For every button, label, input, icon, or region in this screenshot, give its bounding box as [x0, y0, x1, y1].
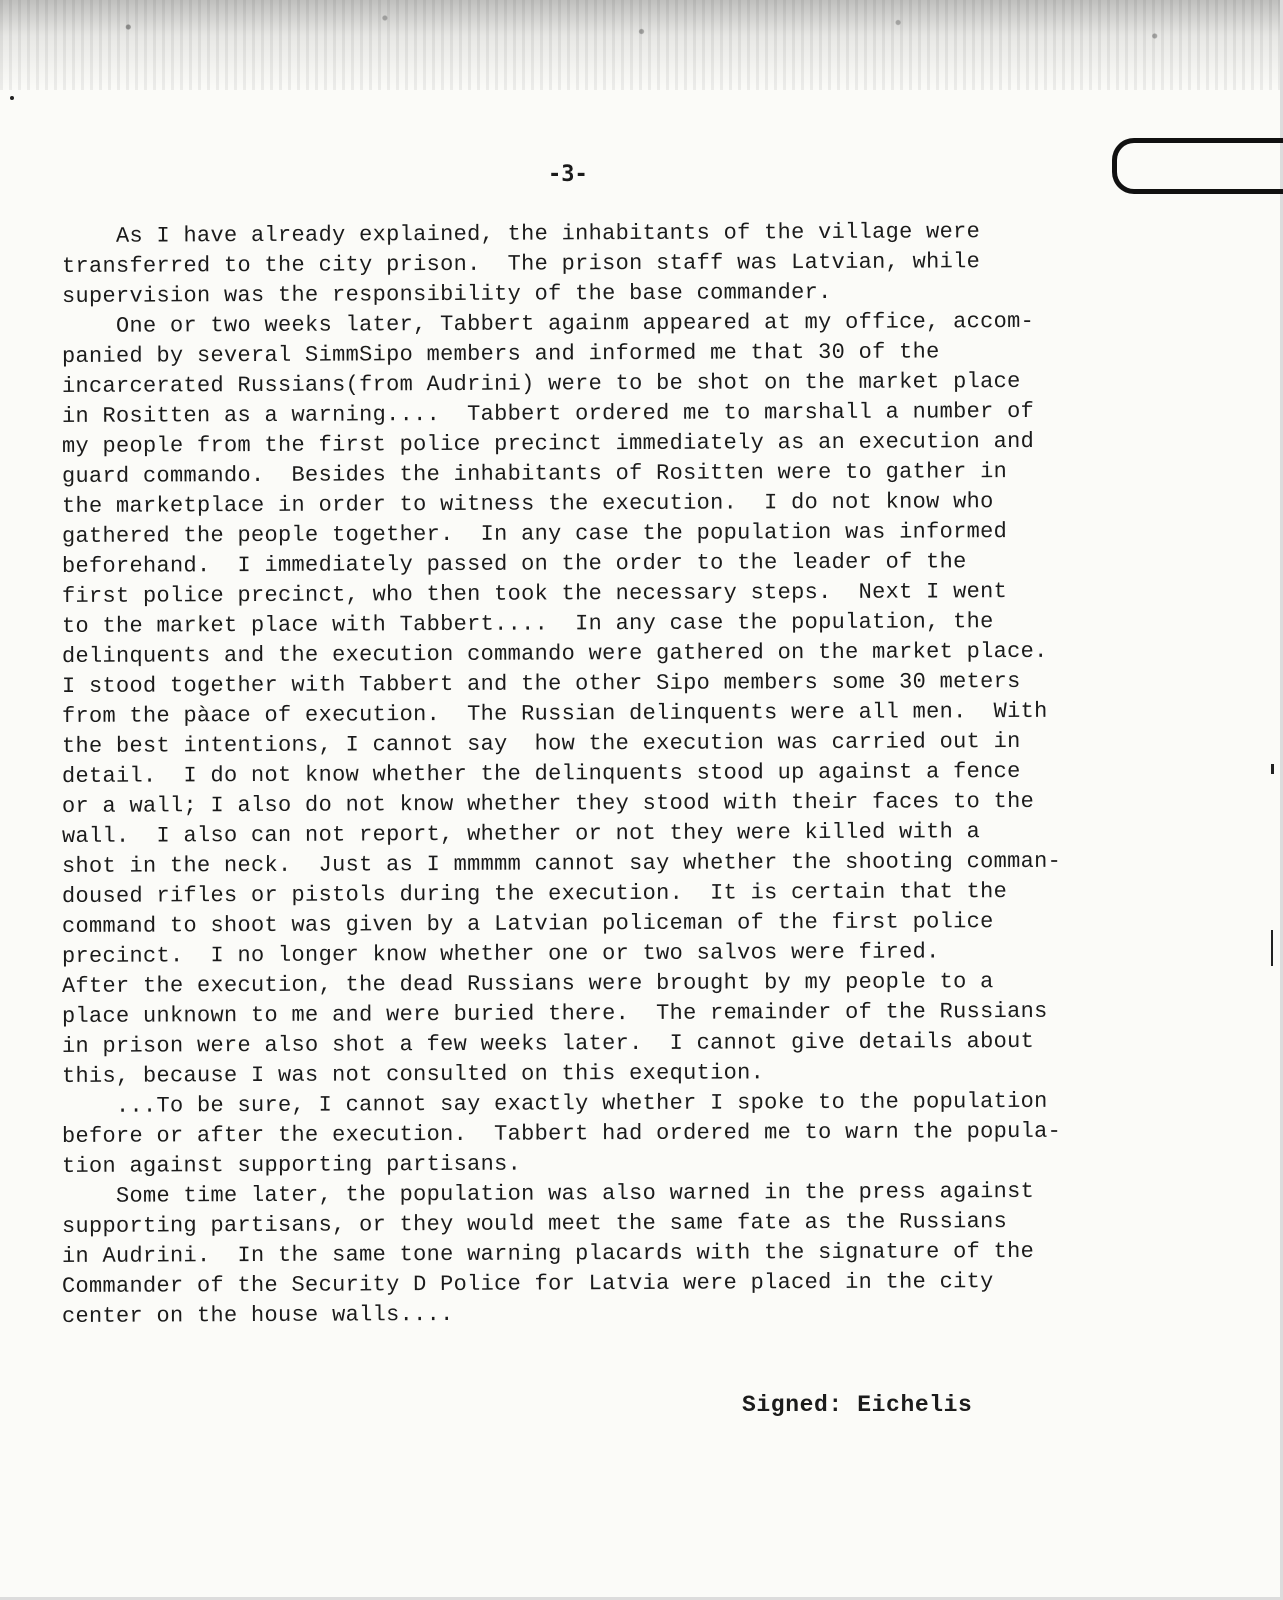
text-line: place unknown to me and were buried there. The remainder of the Russians — [61, 998, 1048, 1029]
text-line: doused rifles or pistols during the execution. It is certain that the — [61, 879, 1008, 909]
signature-name: Eichelis — [857, 1392, 973, 1418]
stray-mark — [1271, 764, 1274, 774]
text-line: transferred to the city prison. The prison staff was Latvian, while — [61, 249, 981, 279]
text-line: incarcerated Russians(from Audrini) were to be shot on the market place — [61, 368, 1021, 399]
document-body — [61, 219, 1222, 1332]
text-line: detail. I do not know whether the delinquents stood up against a fence — [61, 758, 1021, 789]
text-line: before or after the execution. Tabbert had ordered me to warn the popula- — [61, 1118, 1062, 1149]
text-line: supervision was the responsibility of the base commander. — [61, 279, 832, 309]
text-line: shot in the neck. Just as I mmmmm cannot say whether the shooting comman- — [61, 848, 1062, 879]
text-line: in Audrini. In the same tone warning placards with the signature of the — [61, 1238, 1035, 1269]
text-line: in Rositten as a warning.... Tabbert ordered me to marshall a number of — [61, 398, 1035, 429]
text-line: Commander of the Security D Police for Latvia were placed in the city — [61, 1269, 994, 1299]
text-line: guard commando. Besides the inhabitants of Rositten were to gather in — [61, 459, 1008, 489]
text-line: ...To be sure, I cannot say exactly whether I spoke to the population — [61, 1088, 1048, 1119]
text-line: Some time later, the population was also warned in the press against — [61, 1178, 1035, 1209]
stray-mark — [1271, 930, 1273, 966]
text-line: gathered the people together. In any case the population was informed — [61, 519, 1008, 549]
text-line: the best intentions, I cannot say how the execution was carried out in — [61, 728, 1021, 759]
text-line: from the pàace of execution. The Russian delinquents were all men. With — [61, 698, 1048, 729]
signature-block — [742, 1392, 972, 1418]
text-line: After the execution, the dead Russians were brought by my people to a — [61, 969, 994, 999]
text-line: command to shoot was given by a Latvian policeman of the first police — [61, 909, 994, 939]
text-line: panied by several SimmSipo members and informed me that 30 of the — [61, 339, 940, 369]
text-line: center on the house walls.... — [61, 1301, 454, 1329]
text-line: delinquents and the execution commando were gathered on the market place. — [61, 638, 1048, 669]
text-line: tion against supporting partisans. — [61, 1151, 522, 1179]
stray-mark — [10, 96, 14, 100]
signature-label: Signed: — [742, 1392, 843, 1418]
binder-clip-mark — [1112, 138, 1283, 194]
page-number: -3- — [548, 162, 588, 187]
text-line: the marketplace in order to witness the execution. I do not know who — [61, 489, 994, 519]
text-line: wall. I also can not report, whether or not they were killed with a — [61, 819, 981, 849]
text-line: to the market place with Tabbert.... In any case the population, the — [61, 609, 994, 639]
text-line: or a wall; I also do not know whether they stood with their faces to the — [61, 788, 1035, 819]
text-line: beforehand. I immediately passed on the order to the leader of the — [61, 549, 967, 579]
text-line: As I have already explained, the inhabitants of the village were — [61, 219, 981, 249]
text-line: precinct. I no longer know whether one or two salvos were fired. — [61, 939, 940, 969]
text-line: One or two weeks later, Tabbert againm appeared at my office, accom- — [61, 308, 1035, 339]
text-line: this, because I was not consulted on this exeqution. — [61, 1060, 765, 1089]
text-line: first police precinct, who then took the necessary steps. Next I went — [61, 579, 1008, 609]
text-line: in prison were also shot a few weeks later. I cannot give details about — [61, 1028, 1035, 1059]
text-line: my people from the first police precinct immediately as an execution and — [61, 428, 1035, 459]
text-line: supporting partisans, or they would meet the same fate as the Russians — [61, 1209, 1008, 1239]
text-line: I stood together with Tabbert and the other Sipo members some 30 meters — [61, 668, 1021, 699]
